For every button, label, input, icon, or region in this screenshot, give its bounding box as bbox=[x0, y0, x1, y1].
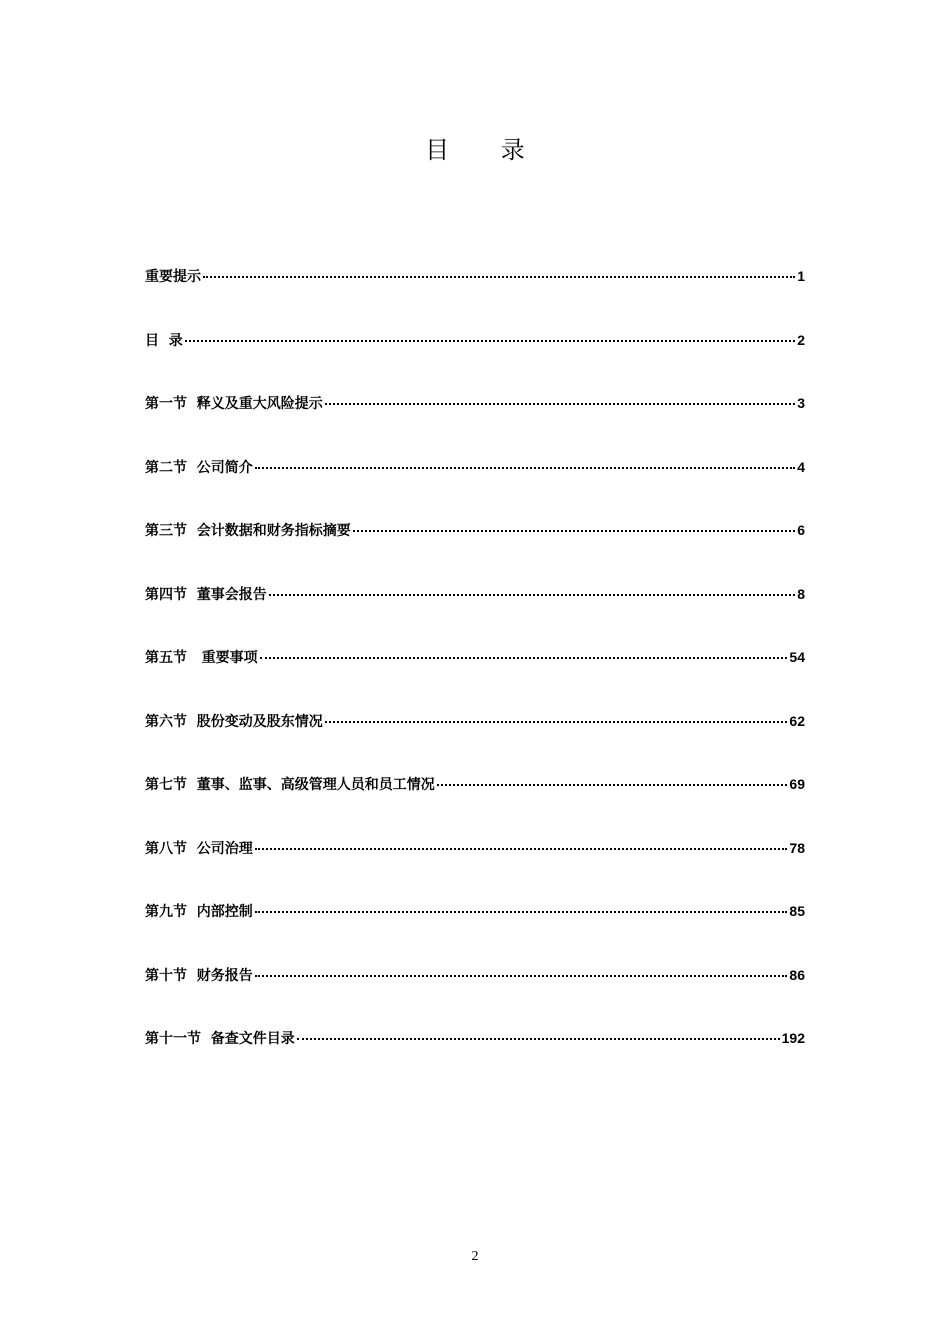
toc-dot-leader bbox=[255, 911, 788, 913]
toc-dot-leader bbox=[325, 403, 795, 405]
toc-dot-leader bbox=[353, 530, 795, 532]
toc-entry bbox=[145, 647, 805, 711]
toc-dot-leader bbox=[269, 594, 795, 596]
toc-entry-label: 第六节 股份变动及股东情况 bbox=[145, 713, 323, 730]
toc-entry-label: 第七节 董事、监事、高级管理人员和员工情况 bbox=[145, 777, 435, 793]
toc-entry bbox=[145, 393, 805, 457]
toc-entry-label: 第十一节 备查文件目录 bbox=[145, 1031, 295, 1047]
page-number: 2 bbox=[471, 1249, 479, 1264]
toc-entry-page: 62 bbox=[789, 712, 805, 729]
toc-entry-label: 第八节 公司治理 bbox=[145, 840, 253, 857]
toc-entry-label: 重要提示 bbox=[145, 269, 201, 285]
toc-dot-leader bbox=[203, 276, 795, 278]
toc-entry-label: 第四节 董事会报告 bbox=[145, 586, 267, 603]
toc-dot-leader bbox=[325, 721, 788, 723]
toc-entry bbox=[145, 584, 805, 648]
page-title: 目 录 bbox=[425, 136, 547, 164]
toc-dot-leader bbox=[297, 1038, 780, 1040]
toc-entry-label: 目 录 bbox=[145, 332, 183, 349]
toc-entry-label: 第九节 内部控制 bbox=[145, 904, 253, 920]
toc-entry bbox=[145, 838, 805, 902]
toc-entry bbox=[145, 330, 805, 394]
toc-dot-leader bbox=[260, 657, 788, 659]
toc-entry-page: 6 bbox=[797, 522, 805, 538]
toc-entry-label: 第十节 财务报告 bbox=[145, 967, 253, 984]
toc-dot-leader bbox=[255, 848, 788, 850]
toc-dot-leader bbox=[255, 975, 788, 977]
toc-entry-page: 78 bbox=[789, 839, 805, 856]
toc-entry bbox=[145, 520, 805, 584]
toc-entry-label: 第五节 重要事项 bbox=[145, 650, 258, 666]
toc-entry-page: 3 bbox=[797, 395, 805, 411]
toc-entry-label: 第一节 释义及重大风险提示 bbox=[145, 396, 323, 412]
toc-entry-label: 第二节 公司简介 bbox=[145, 459, 253, 476]
toc-entry-page: 2 bbox=[797, 331, 805, 348]
toc-entry bbox=[145, 711, 805, 775]
toc-entry bbox=[145, 266, 805, 330]
table-of-contents bbox=[145, 266, 805, 1092]
toc-entry bbox=[145, 1028, 805, 1092]
toc-entry bbox=[145, 457, 805, 521]
toc-entry-page: 69 bbox=[789, 776, 805, 792]
toc-entry-page: 4 bbox=[797, 458, 805, 475]
toc-entry bbox=[145, 901, 805, 965]
toc-entry-page: 1 bbox=[797, 268, 805, 284]
toc-dot-leader bbox=[437, 784, 788, 786]
toc-dot-leader bbox=[255, 467, 795, 469]
toc-dot-leader bbox=[185, 340, 795, 342]
toc-entry bbox=[145, 774, 805, 838]
toc-entry-page: 192 bbox=[781, 1030, 805, 1046]
toc-entry bbox=[145, 965, 805, 1029]
toc-entry-page: 8 bbox=[797, 585, 805, 602]
toc-entry-label: 第三节 会计数据和财务指标摘要 bbox=[145, 523, 351, 539]
toc-entry-page: 54 bbox=[789, 649, 805, 665]
toc-entry-page: 86 bbox=[789, 966, 805, 983]
toc-entry-page: 85 bbox=[789, 903, 805, 919]
